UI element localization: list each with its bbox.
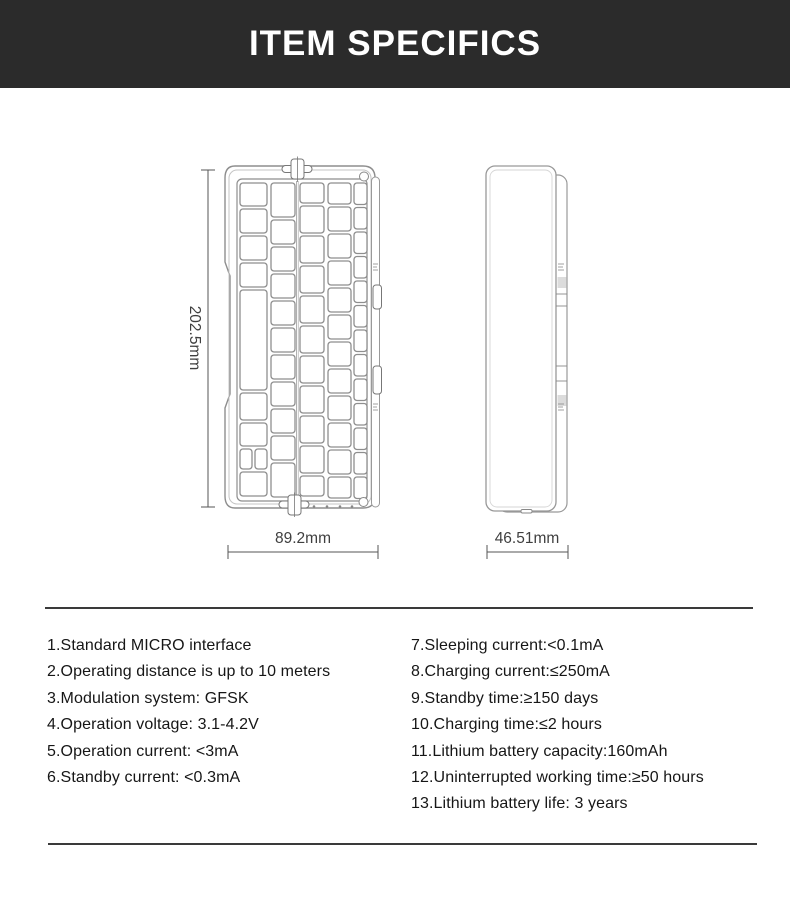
- bottom-notch: [521, 510, 532, 514]
- key-cap: [354, 428, 367, 450]
- spec-item: 5.Operation current: <3mA: [47, 742, 239, 760]
- key-cap: [271, 355, 295, 379]
- key-cap: [240, 393, 267, 420]
- spec-item: 12.Uninterrupted working time:≥50 hours: [411, 769, 704, 787]
- spec-item: 11.Lithium battery capacity:160mAh: [411, 742, 668, 760]
- key-cap: [300, 326, 324, 353]
- key-cap: [240, 449, 252, 469]
- keyboard-side-view: [486, 166, 567, 513]
- key-cap: [300, 206, 324, 233]
- key-cap: [354, 453, 367, 475]
- key-cap: [300, 236, 324, 263]
- key-cap: [354, 281, 367, 303]
- spec-item: 13.Lithium battery life: 3 years: [411, 795, 628, 813]
- key-cap: [255, 449, 267, 469]
- screw-icon: [360, 172, 369, 181]
- key-cap: [300, 183, 324, 203]
- key-cap: [271, 220, 295, 244]
- key-cap: [240, 423, 267, 446]
- side-width-dimension: [487, 545, 568, 559]
- key-cap: [354, 404, 367, 426]
- spec-list-left: [47, 633, 330, 791]
- key-cap: [300, 386, 324, 413]
- key-cap: [354, 330, 367, 352]
- edge-latch: [373, 366, 382, 394]
- key-cap: [271, 382, 295, 406]
- edge-latch: [373, 285, 382, 309]
- key-cap: [300, 476, 324, 496]
- width-dimension-label: 89.2mm: [275, 530, 331, 547]
- key-cap: [300, 356, 324, 383]
- key-cap: [271, 409, 295, 433]
- divider-bottom: [48, 843, 757, 845]
- screw-icon: [359, 498, 368, 507]
- key-cap: [328, 183, 351, 204]
- key-cap: [354, 477, 367, 499]
- height-dimension-label: 202.5mm: [186, 305, 203, 371]
- spec-item: 8.Charging current:≤250mA: [411, 663, 610, 681]
- spec-item: 6.Standby current: <0.3mA: [47, 769, 241, 787]
- key-cap: [240, 290, 267, 390]
- spec-item: 7.Sleeping current:<0.1mA: [411, 637, 604, 654]
- key-cap: [240, 263, 267, 287]
- key-cap: [328, 450, 351, 474]
- key-cap: [240, 183, 267, 206]
- key-cap: [354, 208, 367, 230]
- spec-item: 3.Modulation system: GFSK: [47, 689, 249, 707]
- key-cap: [328, 477, 351, 498]
- key-cap: [328, 369, 351, 393]
- key-cap: [354, 257, 367, 279]
- key-cap: [271, 301, 295, 325]
- key-cap: [300, 446, 324, 473]
- key-cap: [300, 266, 324, 293]
- divider-top: [45, 607, 753, 609]
- key-cap: [328, 234, 351, 258]
- key-cap: [271, 463, 295, 497]
- key-cap: [354, 379, 367, 401]
- key-cap: [271, 328, 295, 352]
- spec-item: 1.Standard MICRO interface: [47, 637, 252, 654]
- power-switch: [558, 277, 567, 288]
- key-cap: [354, 355, 367, 377]
- key-cap: [328, 207, 351, 231]
- key-cap: [328, 288, 351, 312]
- keyboard-top-view: [225, 157, 382, 518]
- spec-item: 2.Operating distance is up to 10 meters: [47, 663, 331, 681]
- key-cap: [328, 423, 351, 447]
- key-cap: [328, 342, 351, 366]
- key-cap: [354, 232, 367, 254]
- side-width-dimension-label: 46.51mm: [494, 530, 560, 547]
- key-cap: [354, 183, 367, 205]
- keyboard-side-edge-strip: [372, 177, 382, 507]
- key-cap: [328, 261, 351, 285]
- key-cap: [300, 296, 324, 323]
- key-cap: [240, 472, 267, 496]
- spec-list-right: [411, 633, 704, 818]
- spec-item: 9.Standby time:≥150 days: [411, 689, 599, 707]
- key-cap: [328, 315, 351, 339]
- key-cap: [240, 209, 267, 233]
- spec-item: 10.Charging time:≤2 hours: [411, 716, 602, 734]
- key-cap: [300, 416, 324, 443]
- side-view-front-shell: [486, 166, 556, 511]
- key-cap: [271, 436, 295, 460]
- key-cap: [240, 236, 267, 260]
- width-dimension: [228, 545, 378, 559]
- key-cap: [271, 183, 295, 217]
- key-cap: [328, 396, 351, 420]
- key-cap: [271, 274, 295, 298]
- key-cap: [271, 247, 295, 271]
- page-title: ITEM SPECIFICS: [248, 24, 542, 63]
- key-cap: [354, 306, 367, 328]
- spec-item: 4.Operation voltage: 3.1-4.2V: [47, 716, 259, 734]
